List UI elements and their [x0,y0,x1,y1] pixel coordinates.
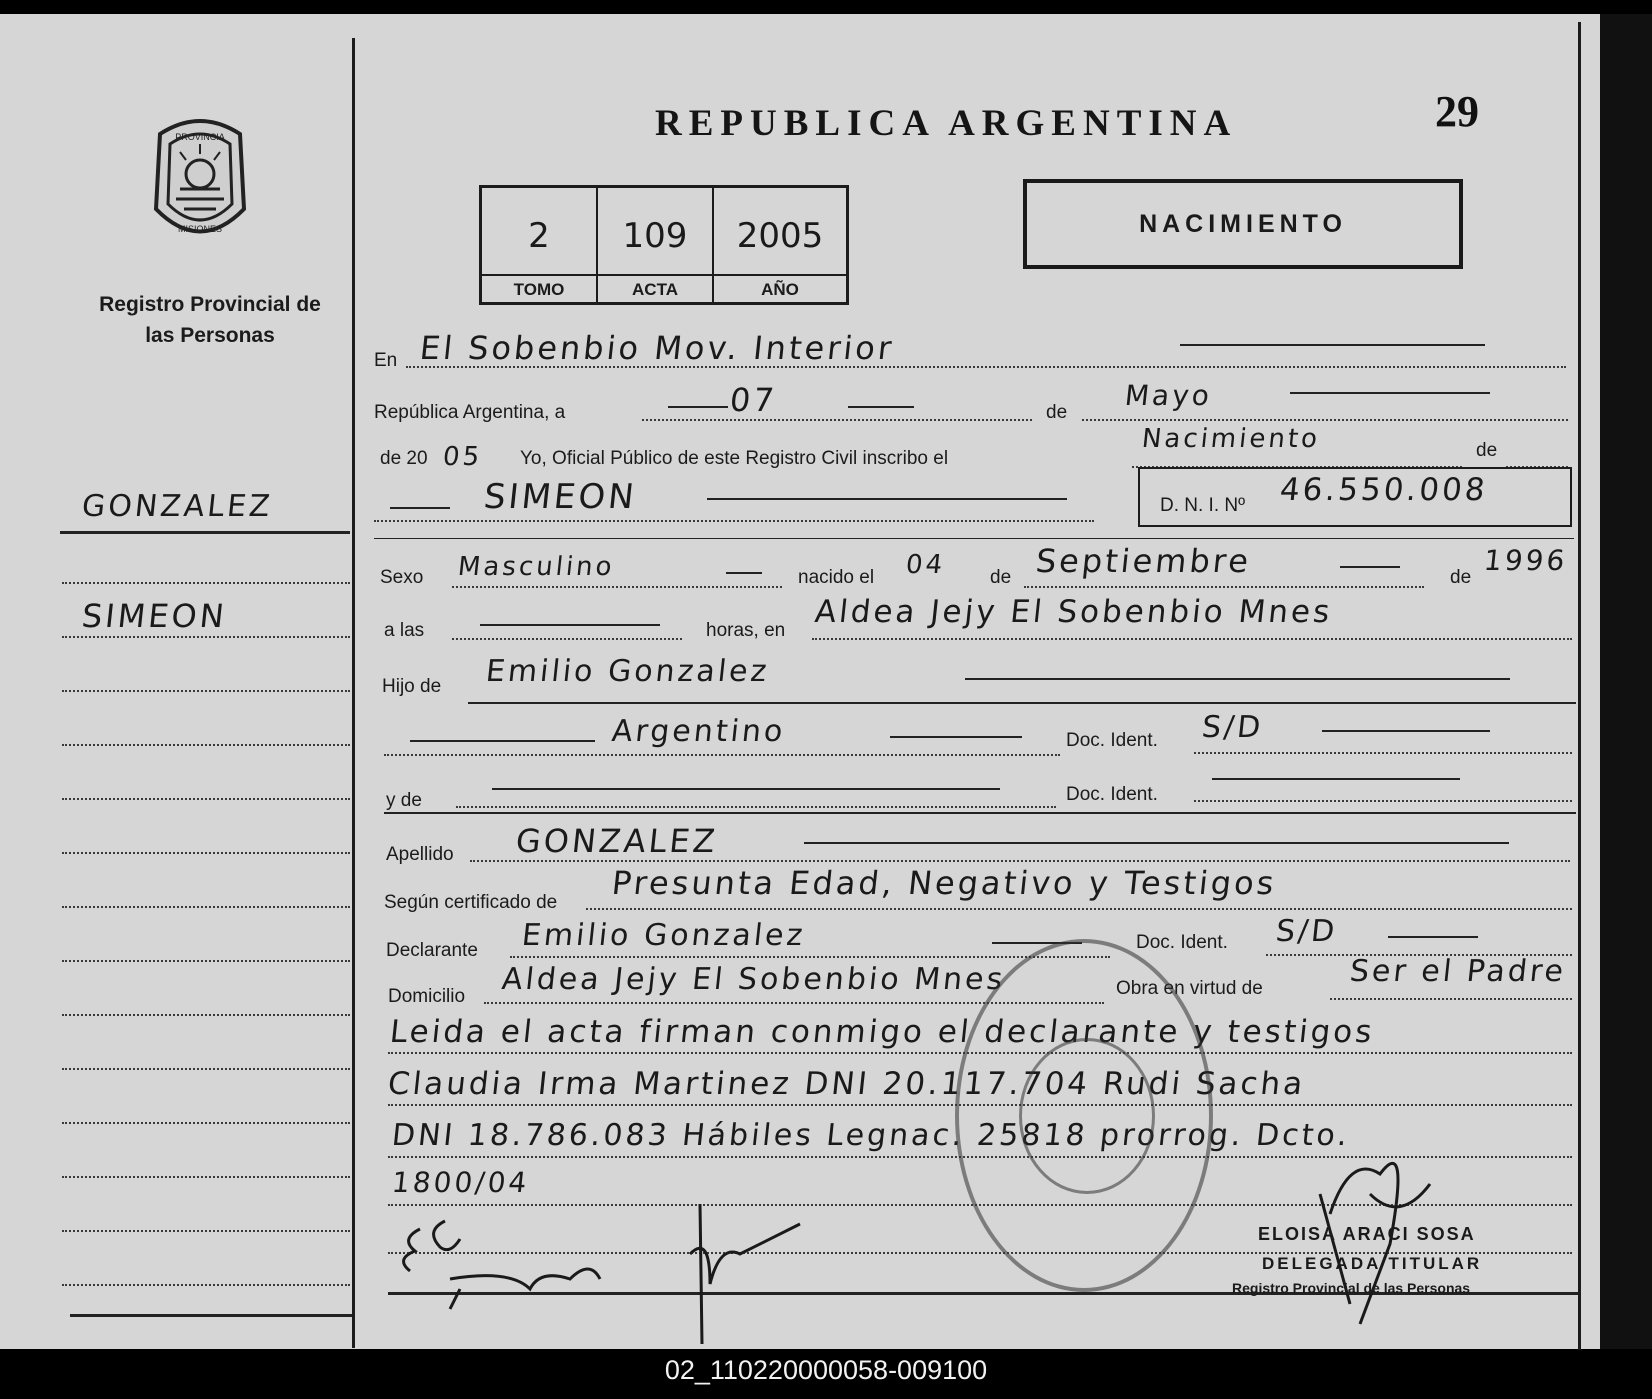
label-nacido: nacido el [798,567,875,588]
official-office: Registro Provincial de las Personas [1232,1280,1471,1296]
value-dia: 07 [728,381,779,419]
label-sexo: Sexo [380,567,424,588]
ano-value: 2005 [736,216,824,256]
value-certificado: Presunta Edad, Negativo y Testigos [610,864,1279,902]
value-nacido-ano: 1996 [1482,544,1569,577]
label-doc-ident-declarante: Doc. Ident. [1136,932,1228,953]
label-obra: Obra en virtud de [1116,978,1263,999]
value-declarante: Emilio Gonzalez [520,918,808,953]
left-panel-divider [352,38,355,1348]
label-dni: D. N. I. Nº [1160,495,1246,516]
observation-line-2: Claudia Irma Martinez DNI 20.117.704 Rudi Sacha [386,1066,1308,1102]
label-de: de [1046,402,1068,423]
value-apellido: GONZALEZ [514,822,720,860]
label-de-ano: de [1450,567,1472,588]
label-hijo-de: Hijo de [382,676,442,697]
label-segun: Según certificado de [384,892,558,913]
label-apellido: Apellido [386,844,454,865]
scan-edge [1600,14,1652,1349]
witness-signature [680,1194,820,1354]
acta-label: ACTA [598,274,712,300]
tomo-label: TOMO [482,274,596,300]
observation-line-4: 1800/04 [390,1166,532,1199]
label-declarante: Declarante [386,940,478,961]
value-sexo: Masculino [456,552,617,582]
value-lugar: El Sobenbio Mov. Interior [418,329,897,367]
ano-label: AÑO [714,274,846,300]
label-yo: Yo, Oficial Público de este Registro Civil inscribo el [520,448,949,469]
label-domicilio: Domicilio [388,986,466,1007]
label-doc-ident-madre: Doc. Ident. [1066,784,1158,805]
value-dni: 46.550.008 [1278,472,1490,508]
official-title: DELEGADA TITULAR [1262,1254,1483,1273]
value-nacido-dia: 04 [904,550,947,580]
declarant-signature [390,1209,650,1319]
scan-identifier: 02_110220000058-009100 [664,1355,988,1385]
value-obra: Ser el Padre [1348,954,1568,989]
value-padre: Emilio Gonzalez [484,654,772,689]
official-name: ELOISA ARACI SOSA [1258,1224,1476,1244]
certificate-paper [0,14,1600,1349]
page-number: 29 [1435,87,1479,136]
province-seal-icon [140,114,260,254]
value-nacionalidad-padre: Argentino [610,714,788,749]
value-doc-declarante: S/D [1274,914,1340,949]
label-republica: República Argentina, a [374,402,566,423]
agency-name: Registro Provincial de las Personas [99,293,321,347]
right-border [1578,22,1581,1350]
value-lugar-nacimiento: Aldea Jejy El Sobenbio Mnes [813,594,1335,630]
label-doc-ident-padre: Doc. Ident. [1066,730,1158,751]
value-mes: Mayo [1123,379,1214,412]
observation-line-1: Leida el acta firman conmigo el declarante y testigos [388,1014,1377,1050]
value-nacido-mes: Septiembre [1034,542,1254,580]
value-nombre: SIMEON [481,477,639,517]
official-signature [1290,1094,1450,1334]
acta-cell [598,188,714,302]
certificate-type: NACIMIENTO [1139,210,1347,238]
registration-table [479,185,849,305]
label-horas: horas, en [706,620,786,641]
ano-cell [714,188,846,302]
value-ano-suffix: 05 [441,442,484,472]
certificate-type-box [1023,179,1463,269]
svg-text:MISIONES: MISIONES [177,224,223,234]
label-de-20: de 20 [380,448,428,469]
margin-surname: GONZALEZ [80,489,275,524]
registry-stamp [955,939,1213,1292]
tomo-value: 2 [528,216,550,256]
value-doc-padre: S/D [1200,710,1266,745]
label-y-de: y de [386,790,422,811]
margin-surname-underline [60,531,350,534]
svg-text:PROVINCIA: PROVINCIA [175,132,225,142]
dni-box [1138,467,1572,527]
acta-value: 109 [622,216,688,256]
observation-line-3: DNI 18.786.083 Hábiles Legnac. 25818 prorrog. Dcto. [390,1118,1352,1153]
margin-given-name: SIMEON [80,597,229,635]
tomo-cell [482,188,598,302]
value-acto: Nacimiento [1140,424,1322,454]
label-de-mes: de [990,567,1012,588]
value-domicilio: Aldea Jejy El Sobenbio Mnes [500,962,1008,997]
label-de-acto: de [1476,440,1498,461]
label-a-las: a las [384,620,425,641]
document-title: REPUBLICA ARGENTINA [655,103,1238,144]
label-en: En [374,350,398,371]
